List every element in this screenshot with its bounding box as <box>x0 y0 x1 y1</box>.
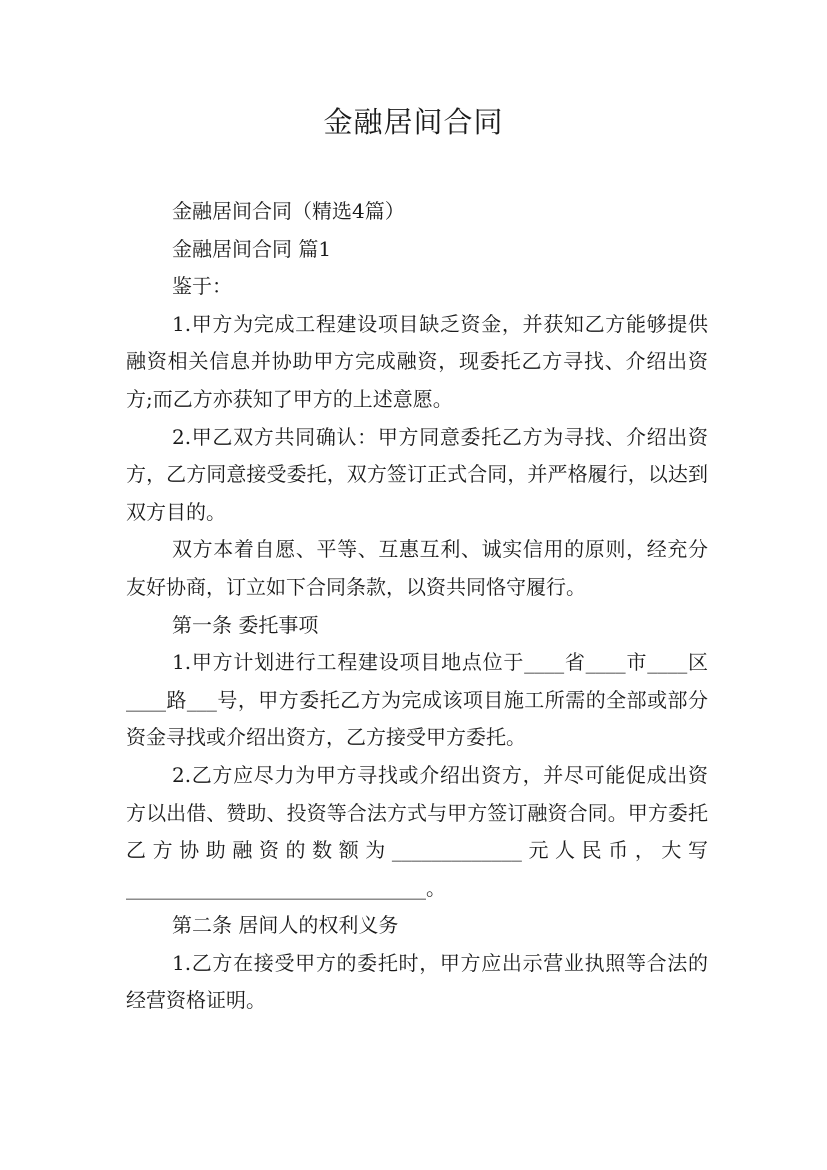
article-1-heading: 第一条 委托事项 <box>172 612 319 637</box>
paragraph-recital-2: 2.甲乙双方共同确认：甲方同意委托乙方为寻找、介绍出资方，乙方同意接受委托，双方签订正式合同，并严格履行，以达到双方目的。 <box>126 424 708 524</box>
paragraph-whereas: 鉴于： <box>172 274 232 299</box>
document-title: 金融居间合同 <box>323 105 504 139</box>
article-2-heading: 第二条 居间人的权利义务 <box>172 913 399 938</box>
article-1-clause-2: 2.乙方应尽力为甲方寻找或介绍出资方，并尽可能促成出资方以出借、赞助、投资等合法方式与甲方签订融资合同。甲方委托乙方协助融资的数额为_____________元人民币，大写______________________________。 <box>126 762 708 900</box>
paragraph-recital-1: 1.甲方为完成工程建设项目缺乏资金，并获知乙方能够提供融资相关信息并协助甲方完成融资，现委托乙方寻找、介绍出资方;而乙方亦获知了甲方的上述意愿。 <box>126 311 708 411</box>
document-body <box>126 193 708 1020</box>
paragraph-subtitle: 金融居间合同（精选4篇） <box>172 199 405 223</box>
paragraph-section-heading: 金融居间合同 篇1 <box>172 236 332 261</box>
article-1-clause-1: 1.甲方计划进行工程建设项目地点位于____省____市____区____路___号，甲方委托乙方为完成该项目施工所需的全部或部分资金寻找或介绍出资方，乙方接受甲方委托。 <box>126 650 708 750</box>
article-2-clause-1: 1.乙方在接受甲方的委托时，甲方应出示营业执照等合法的经营资格证明。 <box>126 950 708 1013</box>
paragraph-principles: 双方本着自愿、平等、互惠互利、诚实信用的原则，经充分友好协商，订立如下合同条款，以资共同恪守履行。 <box>126 537 708 599</box>
